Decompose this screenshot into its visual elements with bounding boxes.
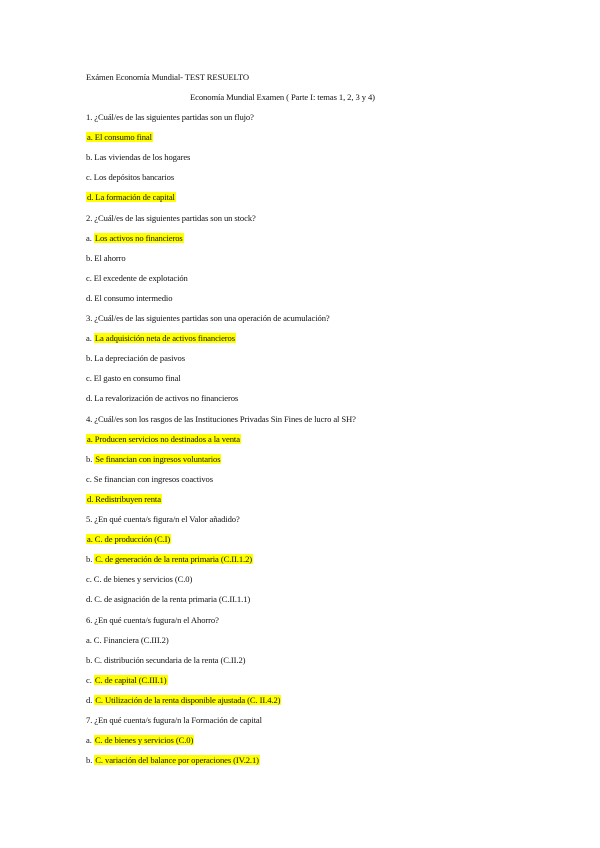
highlighted-answer: C. de generación de la renta primaria (C.II.1.2)	[95, 554, 253, 564]
answer-option	[86, 734, 194, 746]
line-text: b. La depreciación de pasivos	[86, 353, 185, 363]
option-letter: b.	[86, 454, 95, 464]
option-letter: a.	[86, 333, 94, 343]
line-text: c. Los depósitos bancarios	[86, 172, 175, 182]
highlighted-answer: C. Utilización de la renta disponible ajustada (C. II.4.2)	[95, 695, 281, 705]
answer-option	[86, 151, 190, 163]
answer-option	[86, 131, 153, 143]
line-text: c. Se financian con ingresos coactivos	[86, 474, 213, 484]
answer-option	[86, 754, 260, 766]
line-text: c. C. de bienes y servicios (C.0)	[86, 574, 193, 584]
line-text: a. C. Financiera (C.III.2)	[86, 635, 169, 645]
line-text: 6. ¿En qué cuenta/s fugura/n el Ahorro?	[86, 615, 219, 625]
highlighted-answer: Los activos no financieros	[94, 233, 183, 243]
line-text: 2. ¿Cuál/es de las siguientes partidas son un stock?	[86, 213, 256, 223]
answer-option	[86, 593, 250, 605]
highlighted-answer: La adquisición neta de activos financieros	[94, 333, 235, 343]
answer-option	[86, 553, 253, 565]
line-text: c. El gasto en consumo final	[86, 373, 181, 383]
answer-option	[86, 694, 281, 706]
answer-option	[86, 191, 176, 203]
highlighted-answer: C. de bienes y servicios (C.0)	[94, 735, 194, 745]
answer-option	[86, 392, 238, 404]
line-text: c. El excedente de explotación	[86, 273, 188, 283]
answer-option	[86, 252, 126, 264]
highlighted-answer: a. El consumo final	[87, 132, 152, 142]
highlighted-answer: C. de capital (C.III.1)	[94, 675, 167, 685]
option-letter: a.	[86, 735, 94, 745]
document-title: Exámen Economía Mundial- TEST RESUELTO	[86, 72, 249, 82]
answer-option	[86, 171, 174, 183]
answer-option	[86, 533, 171, 545]
highlighted-answer: a. Producen servicios no destinados a la venta	[87, 434, 240, 444]
line-text: b. C. distribución secundaria de la renta (C.II.2)	[86, 655, 246, 665]
question-text	[86, 111, 254, 123]
option-letter: c.	[86, 675, 94, 685]
answer-option	[86, 332, 236, 344]
highlighted-answer: a. C. de producción (C.I)	[87, 534, 171, 544]
answer-option	[86, 573, 192, 585]
answer-option	[86, 372, 181, 384]
option-letter: b.	[86, 755, 95, 765]
option-letter: a.	[86, 233, 94, 243]
highlighted-answer: d. La formación de capital	[87, 192, 175, 202]
question-text	[86, 714, 262, 726]
line-text: b. El ahorro	[86, 253, 126, 263]
answer-option	[86, 352, 185, 364]
line-text: 5. ¿En qué cuenta/s figura/n el Valor añadido?	[86, 514, 240, 524]
question-text	[86, 312, 330, 324]
answer-option	[86, 272, 188, 284]
highlighted-answer: Se financian con ingresos voluntarios	[95, 454, 221, 464]
answer-option	[86, 493, 162, 505]
highlighted-answer: d. Redistribuyen renta	[87, 494, 161, 504]
answer-option	[86, 654, 245, 666]
option-letter: b.	[86, 554, 95, 564]
answer-option	[86, 453, 221, 465]
line-text: 4. ¿Cuál/es son los rasgos de las Instituciones Privadas Sin Fines de lucro al SH?	[86, 414, 356, 424]
question-text	[86, 413, 356, 425]
line-text: b. Las viviendas de los hogares	[86, 152, 191, 162]
answer-option	[86, 292, 172, 304]
line-text: 1. ¿Cuál/es de las siguientes partidas son un flujo?	[86, 112, 254, 122]
document-subtitle: Economía Mundial Examen ( Parte I: temas 1, 2, 3 y 4)	[190, 92, 375, 102]
line-text: d. C. de asignación de la renta primaria (C.II.1.1)	[86, 594, 251, 604]
answer-option	[86, 634, 169, 646]
line-text: 3. ¿Cuál/es de las siguientes partidas son una operación de acumulación?	[86, 313, 330, 323]
question-text	[86, 513, 240, 525]
answer-option	[86, 232, 184, 244]
answer-option	[86, 433, 241, 445]
answer-option	[86, 674, 168, 686]
question-text	[86, 212, 256, 224]
question-text	[86, 614, 219, 626]
option-letter: d.	[86, 695, 95, 705]
highlighted-answer: C. variación del balance por operaciones (IV.2.1)	[95, 755, 259, 765]
line-text: d. El consumo intermedio	[86, 293, 173, 303]
line-text: d. La revalorización de activos no financieros	[86, 393, 239, 403]
answer-option	[86, 473, 213, 485]
line-text: 7. ¿En qué cuenta/s fugura/n la Formación de capital	[86, 715, 262, 725]
